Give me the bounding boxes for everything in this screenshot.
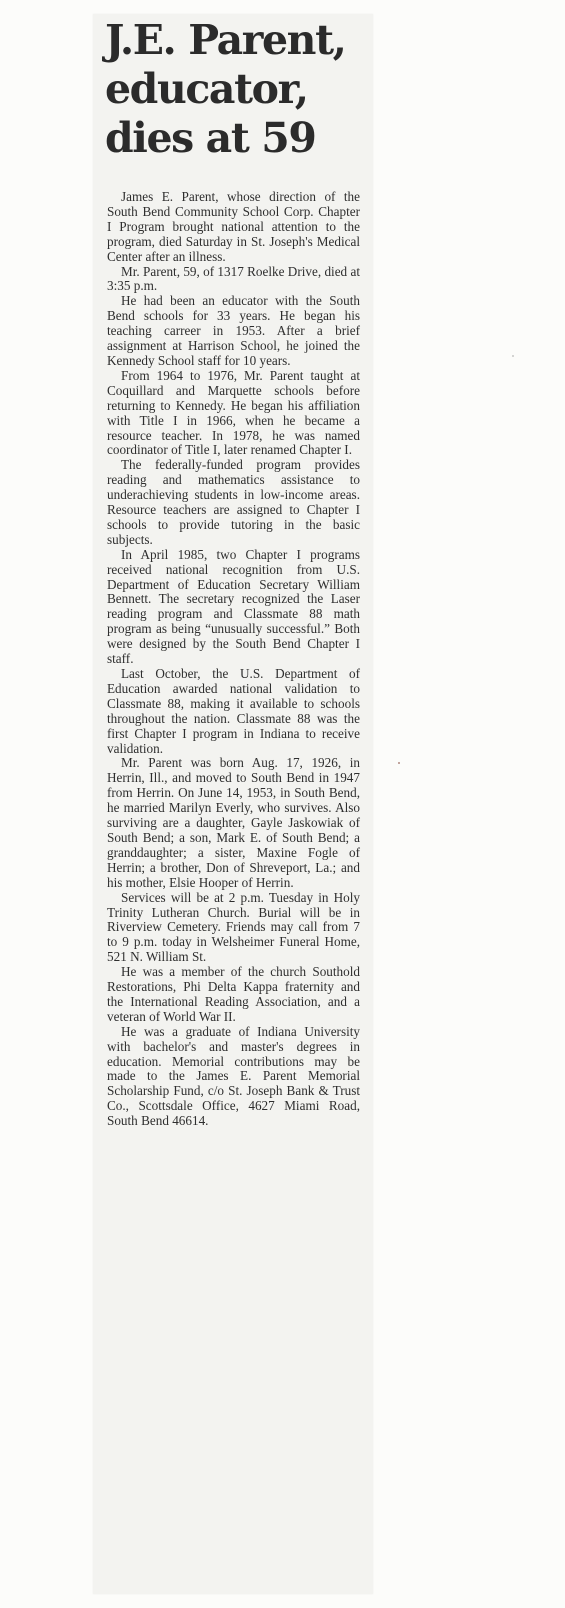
paragraph-7: Last October, the U.S. Department of Education awarded national validation to Classmate 88, making it available to schools throughout the nation. Classmate 88 was the first Chapter I program in Indiana to receive validation.	[107, 666, 360, 756]
paragraph-6: In April 1985, two Chapter I programs received national recognition from U.S. Department of Education Secretary William Bennett. The secretary recognized the Laser reading program and Classmate 88 math program as being “unusually successful.” Both were designed by the South Bend Chapter I staff.	[107, 546, 360, 667]
scan-speck	[512, 355, 514, 357]
headline-line-3: dies at 59	[105, 114, 316, 162]
article-body	[107, 190, 360, 1129]
paragraph-10: He was a member of the church Southold Restorations, Phi Delta Kappa fraternity and the International Reading Association, and a veteran of World War II.	[107, 964, 360, 1024]
paragraph-4: From 1964 to 1976, Mr. Parent taught at Coquillard and Marquette schools before returning to Kennedy. He began his affiliation with Title I in 1966, when he became a resource teacher. In 1978, he was named coordinator of Title I, later renamed Chapter I.	[107, 367, 360, 458]
headline-line-2: educator,	[105, 65, 308, 113]
headline-line-1: J.E. Parent,	[105, 16, 346, 64]
paragraph-9: Services will be at 2 p.m. Tuesday in Holy Trinity Lutheran Church. Burial will be in Riverview Cemetery. Friends may call from 7 to 9 p.m. today in Welsheimer Funeral Home, 521 N. William St.	[107, 889, 360, 965]
scan-speck	[398, 762, 400, 764]
paragraph-11: He was a graduate of Indiana University with bachelor's and master's degrees in education. Memorial contributions may be made to the James E. Parent Memorial Scholarship Fund, c/o St. Joseph Bank & Trust Co., Scottsdale Office, 4627 Miami Road, South Bend 46614.	[107, 1023, 360, 1129]
newspaper-clipping	[93, 14, 373, 1594]
paragraph-5: The federally-funded program provides reading and mathematics assistance to underachieving students in low-income areas. Resource teachers are assigned to Chapter I schools to provide tutoring in the basic subjects.	[107, 457, 360, 547]
paragraph-8: Mr. Parent was born Aug. 17, 1926, in Herrin, Ill., and moved to South Bend in 1947 from Herrin. On June 14, 1953, in South Bend, he married Marilyn Everly, who survives. Also surviving are a daughter, Gayle Jaskowiak of South Bend; a son, Mark E. of South Bend; a granddaughter; a sister, Maxine Fogle of Herrin; a brother, Don of Shreveport, La.; and his mother, Elsie Hooper of Herrin.	[107, 755, 360, 890]
paragraph-1: James E. Parent, whose direction of the South Bend Community School Corp. Chapter I Program brought national attention to the program, died Saturday in St. Joseph's Medical Center after an illness.	[107, 189, 360, 264]
paragraph-2: Mr. Parent, 59, of 1317 Roelke Drive, died at 3:35 p.m.	[107, 263, 360, 294]
paragraph-3: He had been an educator with the South Bend schools for 33 years. He began his teaching carreer in 1953. After a brief assignment at Harrison School, he joined the Kennedy School staff for 10 years.	[107, 293, 360, 368]
headline	[105, 16, 367, 163]
